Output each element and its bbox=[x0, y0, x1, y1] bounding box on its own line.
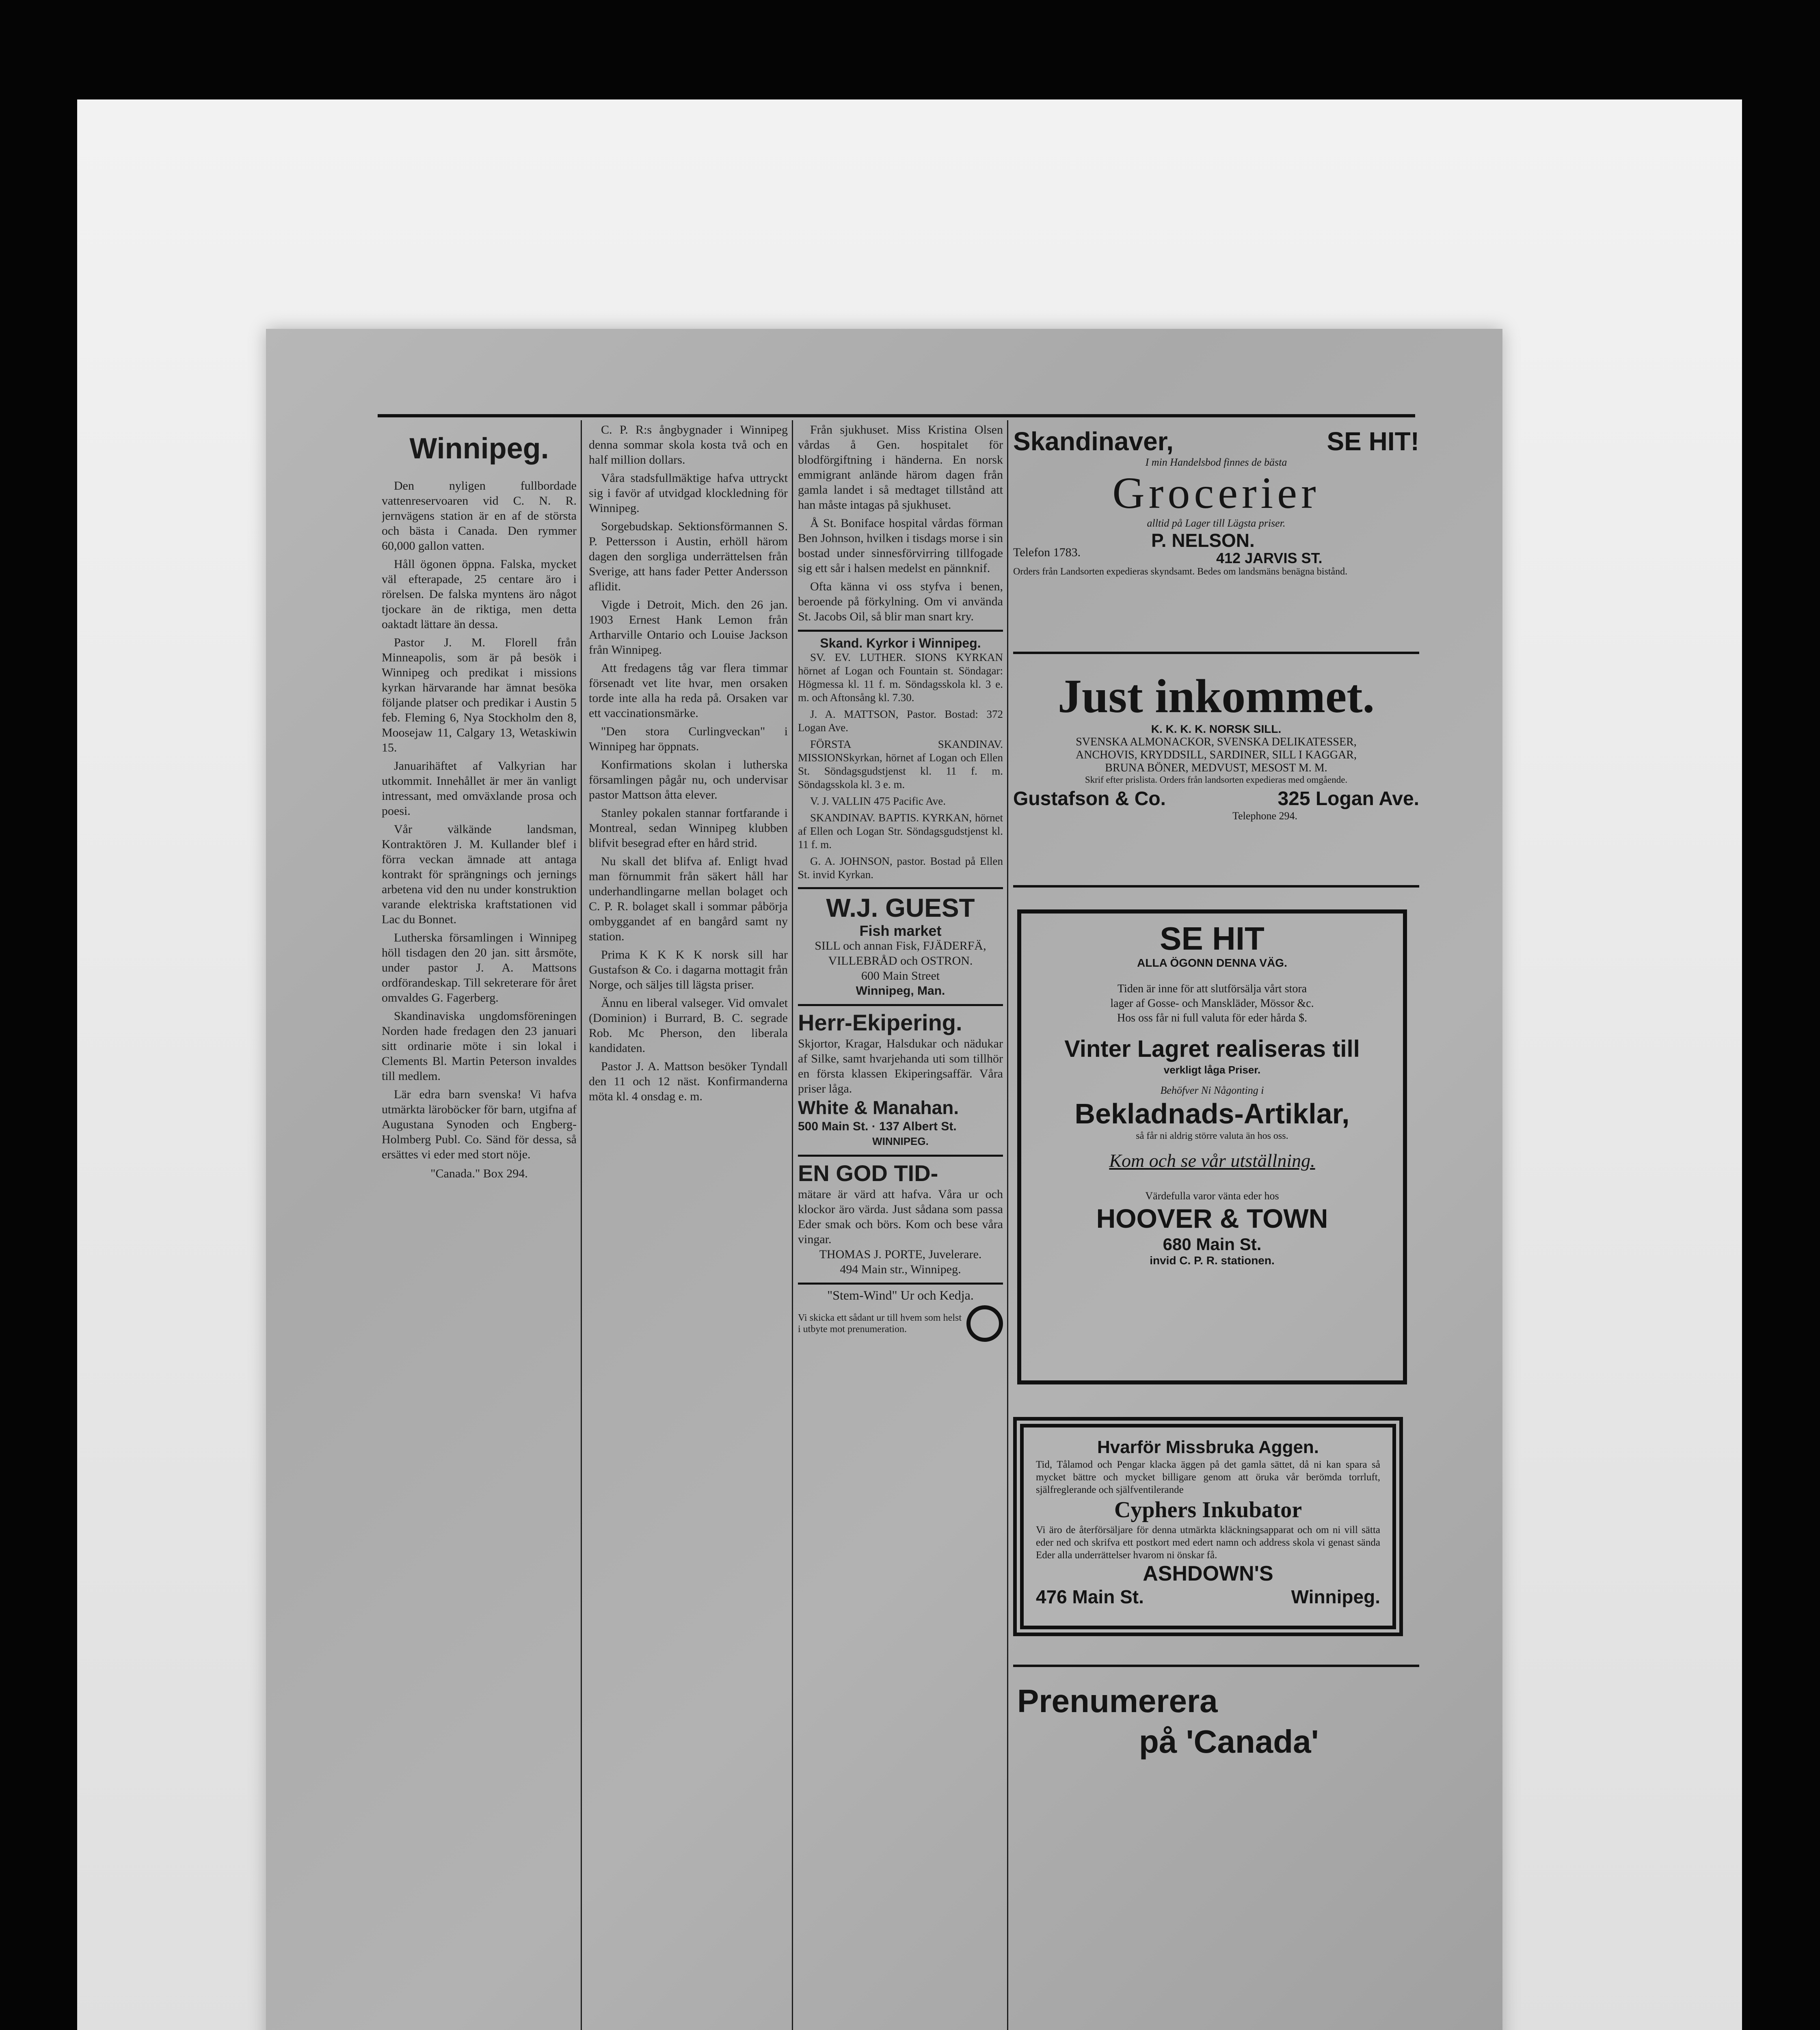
vinter-lagret: Vinter Lagret realiseras till bbox=[1064, 1036, 1360, 1062]
article: Att fredagens tåg var flera timmar försenadt vet lite hvar, men orsaken torde inte alla ha reda på. Orsaken var ett vaccinationsmärke. bbox=[589, 661, 788, 720]
ashdown-ad bbox=[1013, 1417, 1403, 1636]
article: "Den stora Curlingveckan" i Winnipeg har öppnats. bbox=[589, 725, 788, 753]
se-hit-line: Behöfver Ni Någonting i bbox=[1160, 1084, 1264, 1096]
article: Vår välkände landsman, Kontraktören J. M. Kullander blef i förra veckan ämnade att antaga kontrakt för sprängnings och jernings arbetena vid den nu under konstruktion varande elektriska kraftstationen vid Lac du Bonnet. bbox=[382, 823, 577, 926]
top-rule bbox=[378, 414, 1415, 417]
church-entry: SV. EV. LUTHER. SIONS KYRKAN hörnet af Logan och Fountain st. Söndagar: Högmessa kl. 11 f. m. Söndagsskola kl. 3 e. m. och Aftonsång kl. 7.30. bbox=[798, 651, 1003, 704]
se-hit-title: SE HIT bbox=[1160, 920, 1264, 957]
stemwind-ad bbox=[798, 1288, 1003, 1342]
canada-line: på 'Canada' bbox=[1139, 1723, 1319, 1760]
se-hit-line: Värdefulla varor vänta eder hos bbox=[1145, 1190, 1279, 1202]
article: Lär edra barn svenska! Vi hafva utmärkta läroböcker för barn, utgifna af Augustana Synoden och Engberg-Holmberg Publ. Co. Sänd för dessa, så ersättes vi eder med stort nöje. bbox=[382, 1088, 577, 1161]
vinter-lagret-sub: verkligt låga Priser. bbox=[1163, 1064, 1261, 1076]
column-divider bbox=[581, 420, 582, 2030]
grocerier-sub: alltid på Lager till Lägsta priser. bbox=[1147, 517, 1286, 529]
article: Den nyligen fullbordade vattenreservoaren vid C. N. R. jernvägens station är en af de största och bästa i Canada. Den rymmer 60,000 gallon vatten. bbox=[382, 479, 577, 553]
skandinaver-tagline: I min Handelsbod finnes de bästa bbox=[1145, 456, 1287, 468]
guest-ad bbox=[798, 892, 1003, 998]
ekipering-body: Skjortor, Kragar, Halsdukar och nädukar af Silke, samt hvarjehanda uti som tillhör en första klassen Ekiperingsaffär. Våra priser låga. bbox=[798, 1037, 1003, 1095]
se-hit-line: så får ni aldrig större valuta än hos oss. bbox=[1136, 1131, 1288, 1141]
article: Våra stadsfullmäktige hafva uttryckt sig i favör af utvidgad klockledning för Winnipeg. bbox=[589, 471, 788, 515]
ashdown-title: Hvarför Missbruka Aggen. bbox=[1097, 1437, 1319, 1457]
church-entry: V. J. VALLIN 475 Pacific Ave. bbox=[810, 795, 946, 807]
watch-sign: THOMAS J. PORTE, Juvelerare. bbox=[819, 1248, 982, 1261]
stemwind-body: Vi skicka ett sådant ur till hvem som helst i utbyte mot prenumeration. bbox=[798, 1313, 962, 1335]
guest-sub: Fish market bbox=[859, 922, 942, 939]
guest-address: 600 Main Street bbox=[861, 969, 940, 983]
pocket-watch-icon bbox=[966, 1305, 1003, 1342]
churches-title: Skand. Kyrkor i Winnipeg. bbox=[820, 636, 981, 650]
ekipering-firm: White & Manahan. bbox=[798, 1097, 959, 1118]
column-divider bbox=[1007, 420, 1008, 2030]
article: Nu skall det blifva af. Enligt hvad man förnummit från säkert håll har underhandlingarne mellan bolaget och C. P. R. bolaget skall i sommar påbörja ombyggandet af en bangård samt ny station. bbox=[589, 855, 788, 943]
ashdown-body: Tid, Tålamod och Pengar klacka äggen på det gamla sättet, då ni kan spara så mycket bättre och mycket billigare genom att öruka vår berömda torrluft, själfreglerande och själfventilerande bbox=[1036, 1459, 1380, 1495]
utstallning-script: Kom och se vår utställning. bbox=[1109, 1150, 1315, 1171]
article: Pastor J. A. Mattson besöker Tyndall den 11 och 12 näst. Konfirmanderna möta kl. 4 onsdag e. m. bbox=[589, 1060, 788, 1103]
article: Håll ögonen öppna. Falska, mycket väl efterapade, 25 centare äro i rörelsen. De falska myntens äro något tjockare än de riktiga, men detta oaktadt lättare än dessa. bbox=[382, 557, 577, 631]
prenumerera-ad bbox=[1017, 1681, 1415, 1786]
skandinaver-head: Skandinaver, bbox=[1013, 427, 1174, 456]
article: Pastor J. M. Florell från Minneapolis, som är på besök i Winnipeg och predikat i missions kyrkan härvarande har ämnat besöka följande platser och predikar i Austin 5 feb. Fleming 6, Nya Stockholm den 8, Moosejaw 11, Calgary 13, Wetaskiwin 15. bbox=[382, 636, 577, 754]
column-divider bbox=[792, 420, 793, 2030]
article: Å St. Boniface hospital vårdas förman Ben Johnson, hvilken i tisdags morse i sin bostad under sinnesförvirring tillfogade sig ett sår i halsen medelst en pännknif. bbox=[798, 516, 1003, 575]
ashdown-city: Winnipeg. bbox=[1291, 1586, 1380, 1607]
guest-city: Winnipeg, Man. bbox=[856, 984, 945, 998]
ashdown-body: Vi äro de återförsäljare för denna utmärkta kläckningsapparat och om ni vill sätta eder ned och skrifva ett postkort med edert namn och address skola vi genast sända Eder alla underrättelser hvarom ni önskar få. bbox=[1036, 1525, 1380, 1561]
column-3 bbox=[798, 422, 1003, 2030]
article: Lutherska församlingen i Winnipeg höll tisdagen den 20 jan. sitt årsmöte, under pastor J. A. Mattsons ordförandeskap. Till sekreterare för året omvaldes G. Fagerberg. bbox=[382, 931, 577, 1004]
goods-line: ANCHOVIS, KRYDDSILL, SARDINER, SILL I KAGGAR, bbox=[1076, 749, 1357, 761]
bekladnads-artiklar: Bekladnads-Artiklar, bbox=[1074, 1098, 1350, 1129]
just-inkommet-title: Just inkommet. bbox=[1057, 669, 1375, 723]
guest-body: SILL och annan Fisk, FJÄDERFÄ, VILLEBRÅD och OSTRON. bbox=[815, 939, 986, 967]
cyphers-inkubator: Cyphers Inkubator bbox=[1114, 1497, 1302, 1522]
article: Konfirmations skolan i lutherska församlingen pågår nu, och undervisar pastor Mattson åtta elever. bbox=[589, 758, 788, 801]
goods-line: BRUNA BÖNER, MEDVUST, MESOST M. M. bbox=[1105, 762, 1327, 774]
se-hit-line: lager af Gosse- och Manskläder, Mössor &c. bbox=[1110, 997, 1314, 1010]
skandinaver-ad bbox=[1013, 426, 1419, 609]
ashdown-address: 476 Main St. bbox=[1036, 1586, 1144, 1607]
watch-ad bbox=[798, 1160, 1003, 1277]
gustafson-address: 325 Logan Ave. bbox=[1277, 788, 1419, 810]
church-entry: J. A. MATTSON, Pastor. Bostad: 372 Logan Ave. bbox=[798, 708, 1003, 734]
article: Från sjukhuset. Miss Kristina Olsen vårdas å Gen. hospitalet för blodförgiftning i händerna. En norsk emmigrant anlände härom dagen från gamla landet i så medtaget tillstånd att han måste intagas på sjukhuset. bbox=[798, 423, 1003, 512]
watch-title: EN GOD TID- bbox=[798, 1160, 938, 1186]
article: Januarihäftet af Valkyrian har utkommit. Innehållet är mer än vanligt intressant, med omväxlande prosa och poesi. bbox=[382, 759, 577, 818]
column-1 bbox=[382, 422, 577, 2030]
owner-name: P. NELSON. bbox=[1151, 530, 1255, 551]
ekipering-ad bbox=[798, 1009, 1003, 1149]
column-2 bbox=[589, 422, 788, 2030]
hoover-near: invid C. P. R. stationen. bbox=[1150, 1254, 1275, 1267]
article: Sorgebudskap. Sektionsförmannen S. P. Pettersson i Austin, erhöll härom dagen den sorgliga underrättelsen från Sverige, att hans fader Petter Andersson aflidit. bbox=[589, 520, 788, 593]
gustafson-phone: Telephone 294. bbox=[1232, 810, 1297, 822]
se-hit-line: Tiden är inne för att slutförsälja vårt stora bbox=[1117, 983, 1307, 995]
norsk-sill: K. K. K. K. NORSK SILL. bbox=[1151, 723, 1282, 735]
grocerier-title: Grocerier bbox=[1112, 468, 1320, 518]
church-entry: G. A. JOHNSON, pastor. Bostad på Ellen St. invid Kyrkan. bbox=[798, 855, 1003, 881]
stemwind-title: "Stem-Wind" Ur och Kedja. bbox=[827, 1288, 974, 1302]
signoff: "Canada." Box 294. bbox=[430, 1167, 528, 1180]
ekipering-city: WINNIPEG. bbox=[872, 1135, 929, 1147]
article: Prima K K K K norsk sill har Gustafson & Co. i dagarna mottagit från Norge, och säljes till lägsta priser. bbox=[589, 948, 788, 991]
se-hit-line: Hos oss får ni full valuta för eder hårda $. bbox=[1117, 1012, 1308, 1024]
gustafson-firm: Gustafson & Co. bbox=[1013, 788, 1166, 810]
prenumerera-line: Prenumerera bbox=[1017, 1683, 1218, 1719]
se-hit-ad bbox=[1017, 909, 1407, 1384]
hoover-town: HOOVER & TOWN bbox=[1096, 1203, 1328, 1233]
church-entry: SKANDINAV. BAPTIS. KYRKAN, hörnet af Ellen och Logan Str. Söndagsgudstjenst kl. 11 f. m. bbox=[798, 812, 1003, 851]
watch-address: 494 Main str., Winnipeg. bbox=[840, 1263, 961, 1276]
ekipering-title: Herr-Ekipering. bbox=[798, 1010, 962, 1035]
ekipering-address: 500 Main St. · 137 Albert St. bbox=[798, 1120, 957, 1133]
goods-note: Skrif efter prislista. Orders från landsorten expedieras med omgående. bbox=[1085, 775, 1348, 785]
church-entry: FÖRSTA SKANDINAV. MISSIONSkyrkan, hörnet af Logan och Ellen St. Söndagsgudstjenst kl. 11 f. m. Söndagsskola kl. 3 e. m. bbox=[798, 738, 1003, 790]
skandinaver-note: Orders från Landsorten expedieras skyndsamt. Bedes om landsmäns benägna bistånd. bbox=[1013, 566, 1348, 577]
owner-address: 412 JARVIS ST. bbox=[1216, 550, 1323, 566]
masthead: Winnipeg. bbox=[409, 432, 549, 465]
hoover-address: 680 Main St. bbox=[1163, 1235, 1262, 1254]
article: C. P. R:s ångbygnader i Winnipeg denna sommar skola kosta två och en half million dollars. bbox=[589, 423, 788, 466]
article: Skandinaviska ungdomsföreningen Norden hade fredagen den 23 januari sitt ordinarie möte i sin lokal i Clements Bl. Martin Peterson invaldes till medlem. bbox=[382, 1009, 577, 1083]
se-hit-sub: ALLA ÖGONN DENNA VÄG. bbox=[1137, 957, 1287, 969]
article: Ofta känna vi oss styfva i benen, beroende på förkylning. Om vi använda St. Jacobs Oil, så blir man snart kry. bbox=[798, 580, 1003, 623]
guest-name: W.J. GUEST bbox=[826, 893, 975, 922]
ashdown-firm: ASHDOWN'S bbox=[1143, 1562, 1273, 1585]
just-inkommet-ad bbox=[1013, 670, 1419, 844]
newspaper-page bbox=[266, 329, 1502, 2030]
goods-line: SVENSKA ALMONACKOR, SVENSKA DELIKATESSER, bbox=[1076, 736, 1357, 748]
watch-body: mätare är värd att hafva. Våra ur och klockor äro värda. Just sådana som passa Eder smak och börs. Kom och bese våra vingar. bbox=[798, 1188, 1003, 1246]
se-hit-head: SE HIT! bbox=[1327, 427, 1419, 456]
article: Stanley pokalen stannar fortfarande i Montreal, sedan Winnipeg klubben blifvit besegrad efter en hård strid. bbox=[589, 806, 788, 850]
article: Vigde i Detroit, Mich. den 26 jan. 1903 Ernest Hank Lemon från Artharville Ontario och Louise Jackson från Winnipeg. bbox=[589, 598, 788, 657]
phone-number: Telefon 1783. bbox=[1013, 546, 1081, 559]
article: Ännu en liberal valseger. Vid omvalet (Dominion) i Burrard, B. C. segrade Rob. Mc Pherson, den liberala kandidaten. bbox=[589, 996, 788, 1055]
